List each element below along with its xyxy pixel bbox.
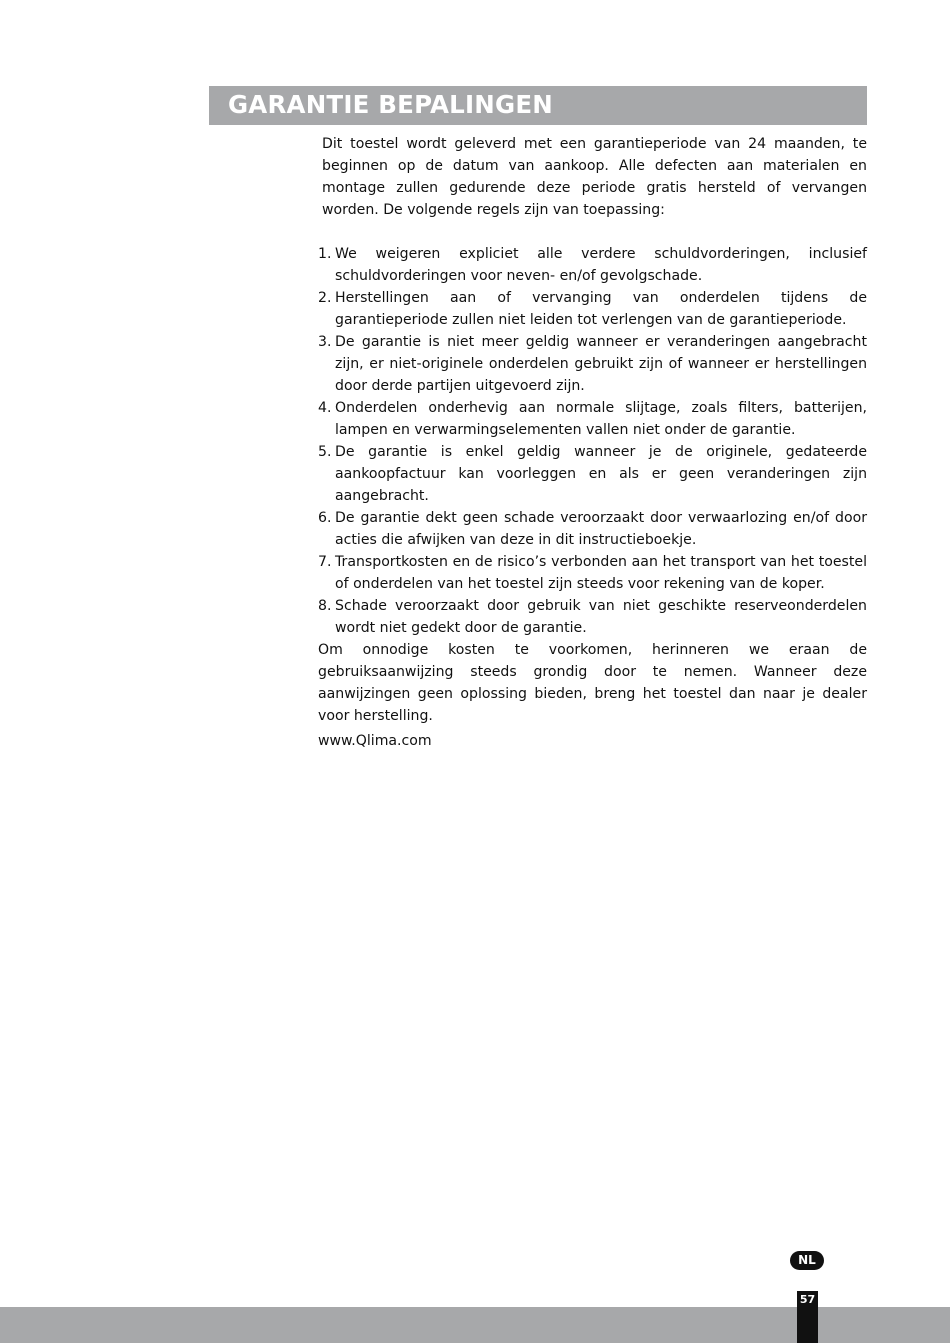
list-item-text: Transportkosten en de risico’s verbonden aan het transport van het toestel of onderdelen van het toestel zijn steeds voor rekening van de koper. xyxy=(335,554,867,592)
list-item-number: 7. xyxy=(318,554,332,570)
list-item-text: De garantie dekt geen schade veroorzaakt door verwaarlozing en/of door acties die afwijken van deze in dit instructieboekje. xyxy=(335,510,867,548)
list-item-number: 2. xyxy=(318,290,332,306)
list-item xyxy=(318,441,867,507)
page-title: GARANTIE BEPALINGEN xyxy=(228,90,553,119)
language-badge: NL xyxy=(790,1251,824,1270)
list-item-text: Schade veroorzaakt door gebruik van niet geschikte reserveonderdelen wordt niet gedekt door de garantie. xyxy=(335,598,867,636)
page-number-tab xyxy=(797,1291,818,1343)
list-item-number: 8. xyxy=(318,598,332,614)
list-item xyxy=(318,243,867,287)
list-item xyxy=(318,595,867,639)
list-item xyxy=(318,331,867,397)
list-item-text: De garantie is enkel geldig wanneer je de originele, gedateerde aankoopfactuur kan voorleggen en als er geen veranderingen zijn aangebracht. xyxy=(335,444,867,504)
list-item xyxy=(318,507,867,551)
list-item-text: De garantie is niet meer geldig wanneer er veranderingen aangebracht zijn, er niet-originele onderdelen gebruikt zijn of wanneer er herstellingen door derde partijen uitgevoerd zijn. xyxy=(335,334,867,394)
list-item-text: Herstellingen aan of vervanging van onderdelen tijdens de garantieperiode zullen niet leiden tot verlengen van de garantieperiode. xyxy=(335,290,867,328)
list-item xyxy=(318,397,867,441)
list-item-text: We weigeren expliciet alle verdere schuldvorderingen, inclusief schuldvorderingen voor neven- en/of gevolgschade. xyxy=(335,246,867,284)
page-number: 57 xyxy=(799,1293,816,1306)
list-item-text: Onderdelen onderhevig aan normale slijtage, zoals filters, batterijen, lampen en verwarmingselementen vallen niet onder de garantie. xyxy=(335,400,867,438)
warranty-rules-list xyxy=(318,243,867,639)
list-item-number: 6. xyxy=(318,510,332,526)
list-item-number: 3. xyxy=(318,334,332,350)
intro-paragraph: Dit toestel wordt geleverd met een garantieperiode van 24 maanden, te beginnen op de datum van aankoop. Alle defecten aan materialen en montage zullen gedurende deze periode gratis hersteld of vervangen worden. De volgende regels zijn van toepassing: xyxy=(322,136,867,218)
list-item-number: 4. xyxy=(318,400,332,416)
list-item xyxy=(318,287,867,331)
website-link[interactable]: www.Qlima.com xyxy=(318,733,432,749)
section-header-bar xyxy=(209,86,867,125)
list-item xyxy=(318,551,867,595)
list-item-number: 1. xyxy=(318,246,332,262)
closing-paragraph: Om onnodige kosten te voorkomen, herinneren we eraan de gebruiksaanwijzing steeds grondig door te nemen. Wanneer deze aanwijzingen geen oplossing bieden, breng het toestel dan naar je dealer voor herstelling. xyxy=(318,642,867,724)
list-item-number: 5. xyxy=(318,444,332,460)
